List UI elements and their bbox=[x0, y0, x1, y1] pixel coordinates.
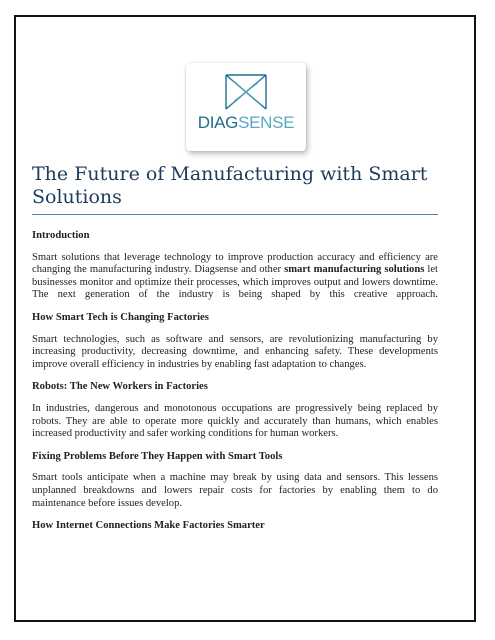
logo-wordmark-strong: DIAG bbox=[197, 113, 239, 132]
section-heading-robots: Robots: The New Workers in Factories bbox=[32, 381, 208, 393]
section-paragraph-predictive-tools: Smart tools anticipate when a machine may break by using data and sensors. This lessens unplanned breakdowns and lowers repair costs for factories by enabling them to do maintenance before issues develop. bbox=[32, 472, 438, 509]
logo-diagonal-mark-icon bbox=[186, 63, 306, 113]
logo-wordmark bbox=[186, 113, 306, 133]
section-heading-smart-tech: How Smart Tech is Changing Factories bbox=[32, 311, 209, 323]
section-heading-introduction: Introduction bbox=[32, 230, 90, 241]
document-body bbox=[32, 230, 438, 542]
title-underline bbox=[32, 214, 438, 215]
section-heading-internet: How Internet Connections Make Factories Smarter bbox=[32, 520, 265, 532]
intro-text-1: Smart solutions that leverage technology to improve production accuracy and efficiency are changing the manufacturing industry. Diagsense and other bbox=[32, 251, 438, 276]
diagsense-logo bbox=[186, 63, 306, 151]
logo-wordmark-light: SENSE bbox=[238, 113, 295, 132]
section-heading-predictive-tools: Fixing Problems Before They Happen with Smart Tools bbox=[32, 450, 283, 462]
section-paragraph-robots: In industries, dangerous and monotonous occupations are progressively being replaced by robots. They are able to operate more quickly and accurately than humans, which enables increased productivity and safer working conditions for human workers. bbox=[32, 402, 438, 440]
section-paragraph-introduction bbox=[32, 252, 438, 302]
intro-highlight-link: smart manufacturing solutions bbox=[284, 264, 425, 276]
document-title: The Future of Manufacturing with Smart Solutions bbox=[32, 163, 428, 208]
section-paragraph-smart-tech: Smart technologies, such as software and sensors, are revolutionizing manufacturing by increasing productivity, decreasing downtime, and enhancing safety. These developments improve overall efficiency in industries by enabling fast adaptation to changes. bbox=[32, 333, 438, 370]
intro-text-2: let businesses monitor and optimize their processes, which improves output and lowers downtime. The next generation of the industry is being shaped by this creative approach. bbox=[32, 264, 438, 301]
